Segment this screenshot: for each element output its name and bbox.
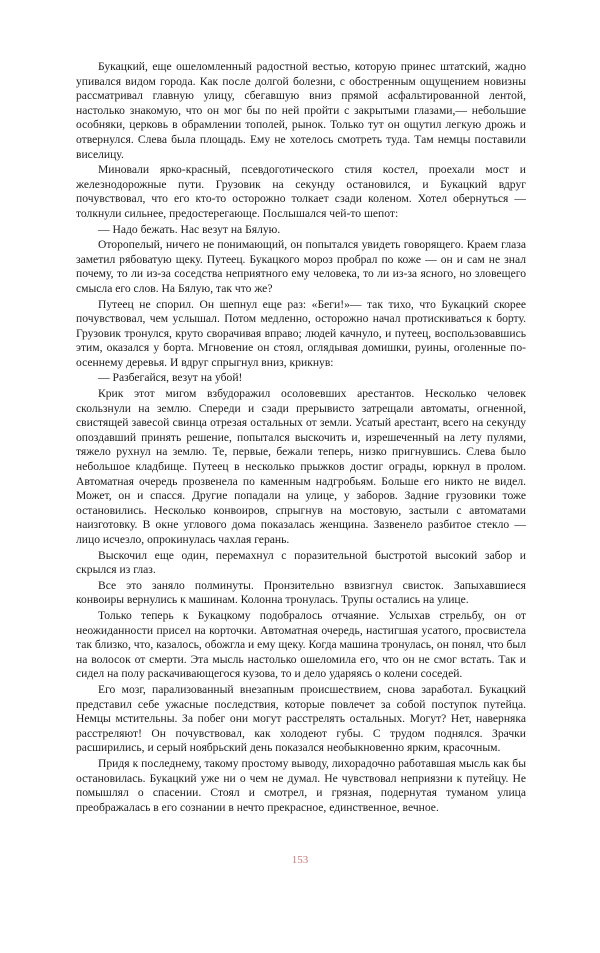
paragraph: — Разбегайся, везут на убой! [98, 371, 243, 385]
paragraph: Придя к последнему, такому простому выводу, лихорадочно работавшая мысль как бы остановилась. Букацкий уже ни о чем не думал. Не чувствовал неприязни к путейцу. Не помышлял о спасении. Стоял и смотрел, и грязная, подернутая туманом улица преображалась в его сознании в нечто прекрасное, единственное, вечное. [76, 756, 526, 814]
paragraph: Все это заняло полминуты. Пронзительно взвизгнул свисток. Запыхавшиеся конвоиры вернулись к машинам. Колонна тронулась. Трупы остались на улице. [76, 578, 526, 607]
paragraph: Выскочил еще один, перемахнул с поразительной быстротой высокий забор и скрылся из глаз. [76, 548, 526, 577]
paragraph: Оторопелый, ничего не понимающий, он попытался увидеть говорящего. Краем глаза заметил рябоватую щеку. Путеец. Букацкого мороз пробрал по коже — он и сам не знал почему, то ли из-за соседства неприятного ему человека, то ли из-за ясного, но зловещего смысла его слов. На Бялую, так что же? [76, 238, 526, 295]
paragraph: Только теперь к Букацкому подобралось отчаяние. Услыхав стрельбу, он от неожиданности присел на корточки. Автоматная очередь, настигшая усатого, просвистела так близко, что, казалось, обожгла и ему щеку. Когда машина тронулась, он понял, что был на волосок от смерти. Эта мысль настолько ошеломила его, что он не смог встать. Так и сидел на полу раскачивающегося кузова, то и дело ударяясь о колени соседей. [76, 608, 526, 681]
page-number: 153 [291, 854, 309, 866]
paragraph: — Надо бежать. Нас везут на Бялую. [98, 222, 281, 236]
paragraph: Букацкий, еще ошеломленный радостной вестью, которую принес штатский, жадно упивался видом города. Как после долгой болезни, с обостренным ощущением новизны рассматривал главную улицу, сбегавшую вниз прямой асфальтированной лентой, настолько знакомую, что он мог бы по ней пройти с закрытыми глазами,— небольшие особняки, церковь в обрамлении тополей, рынок. Только тут он ощутил легкую дрожь и отвернулся. Слева была площадь. Ему не хотелось смотреть туда. Там немцы поставили виселицу. [76, 60, 526, 161]
paragraph: Крик этот мигом взбудоражил осоловевших арестантов. Несколько человек скользнули на землю. Спереди и сзади прерывисто затрещали автоматы, огненной, свистящей завесой свинца отрезая остальных от земли. Усатый арестант, всего на секунду опоздавший принять решение, попытался выскочить и, изрешеченный на лету пулями, тяжело рухнул на землю. Те, первые, бежали теперь, низко пригнувшись. Слева было небольшое кладбище. Путеец в несколько прыжков достиг ограды, юркнул в пролом. Автоматная очередь прозвенела по каменным надгробьям. Больше его никто не видел. Может, он и спасся. Другие попадали на улице, у заборов. Задние грузовики тоже остановились. Несколько конвоиров, спрыгнув на мостовую, застыли с автоматами наизготовку. В окне углового дома показалась женщина. Зазвенело разбитое стекло — лицо исчезло, опрокинулась чахлая герань. [76, 387, 526, 546]
paragraph: Путеец не спорил. Он шепнул еще раз: «Беги!»— так тихо, что Букацкий скорее почувствовал, чем услышал. Потом медленно, осторожно начал протискиваться к борту. Грузовик тронулся, круто сворачивая вправо; людей качнуло, и путеец, воспользовавшись этим, оказался у борта. Мгновение он стоял, оглядывая домишки, руины, оголенные по-осеннему деревья. И вдруг спрыгнул вниз, крикнув: [76, 297, 526, 369]
page-text [76, 60, 526, 815]
paragraph: Миновали ярко-красный, псевдоготического стиля костел, проехали мост и железнодорожные пути. Грузовик на секунду остановился, и Букацкий вдруг почувствовал, что его кто-то осторожно толкает сзади коленом. Хотел обернуться — толкнули сильнее, предостерегающе. Послышался чей-то шепот: [76, 163, 526, 220]
paragraph: Его мозг, парализованный внезапным происшествием, снова заработал. Букацкий представил себе ужасные последствия, которые повлечет за собой поступок путейца. Немцы мстительны. За побег они могут расстрелять остальных. Могут? Нет, наверняка расстреляют! Он почувствовал, как холодеют губы. С трудом поднялся. Зрачки расширились, и серый ноябрьский день показался необыкновенно ярким, красочным. [76, 682, 526, 755]
